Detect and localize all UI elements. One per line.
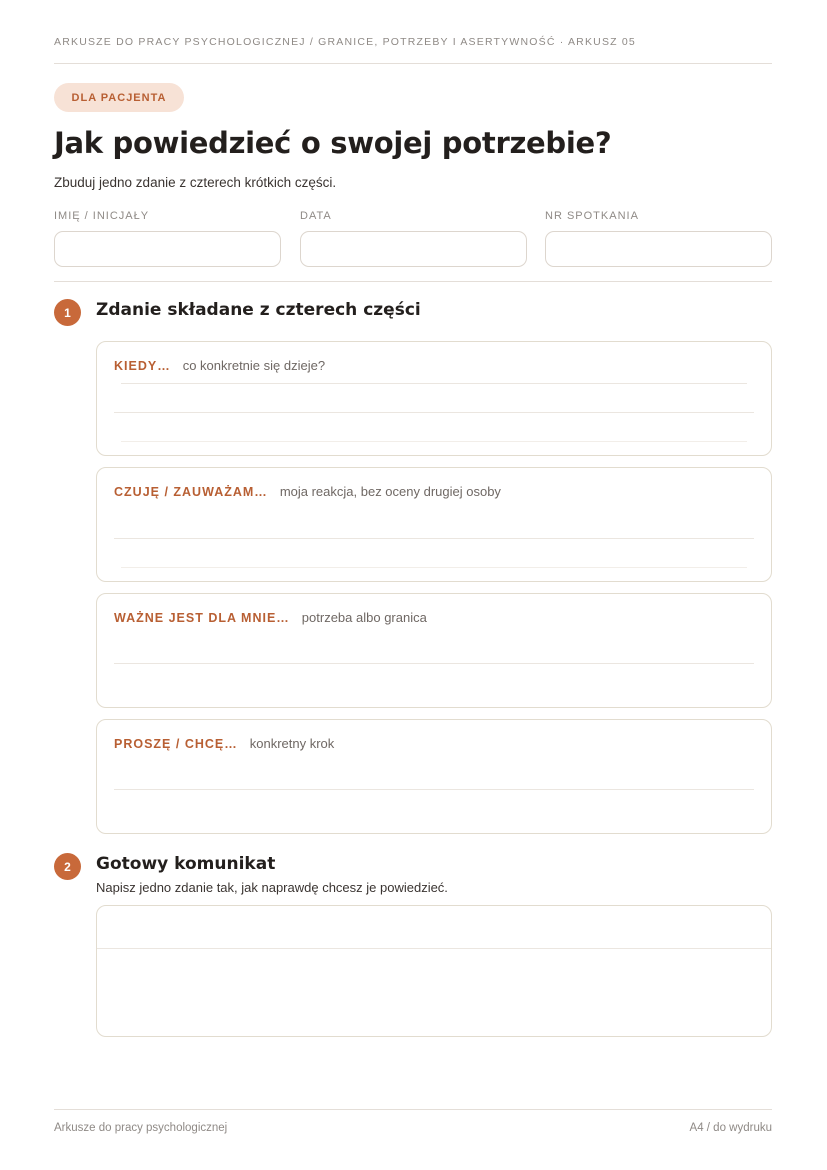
session-number-field[interactable]	[545, 231, 772, 267]
header-breadcrumb: ARKUSZE DO PRACY PSYCHOLOGICZNEJ / GRANICE, POTRZEBY I ASERTYWNOŚĆ · ARKUSZ 05	[54, 36, 636, 48]
writing-line	[121, 567, 747, 568]
part-when-box[interactable]	[96, 341, 772, 456]
footer-right: A4 / do wydruku	[689, 1122, 772, 1134]
writing-line	[114, 538, 754, 539]
part-request-label: PROSZĘ / CHCĘ…	[114, 737, 238, 751]
date-field[interactable]	[300, 231, 527, 267]
page-title: Jak powiedzieć o swojej potrzebie?	[54, 126, 612, 160]
part-feel-hint: moja reakcja, bez oceny drugiej osoby	[279, 484, 501, 499]
section-2-subtitle: Napisz jedno zdanie tak, jak naprawdę chcesz je powiedzieć.	[96, 880, 448, 895]
part-when-hint: co konkretnie się dzieje?	[182, 358, 326, 373]
part-feel-box[interactable]	[96, 467, 772, 582]
session-number-field-label: NR SPOTKANIA	[545, 210, 639, 222]
section-2-title: Gotowy komunikat	[96, 854, 276, 874]
name-field-label: IMIĘ / INICJAŁY	[54, 210, 150, 222]
part-feel-label: CZUJĘ / ZAUWAŻAM…	[114, 485, 268, 499]
final-message-box[interactable]	[96, 905, 772, 1037]
writing-line	[114, 412, 754, 413]
footer-divider	[54, 1109, 772, 1110]
part-important-box[interactable]	[96, 593, 772, 708]
part-request-box[interactable]	[96, 719, 772, 834]
fields-divider	[54, 281, 772, 282]
page-subtitle: Zbuduj jedno zdanie z czterech krótkich części.	[54, 175, 337, 190]
header-divider	[54, 63, 772, 64]
audience-badge: DLA PACJENTA	[54, 83, 184, 112]
part-request-hint: konkretny krok	[249, 736, 335, 751]
date-field-label: DATA	[300, 210, 332, 222]
writing-line	[114, 663, 754, 664]
writing-line	[121, 383, 747, 384]
name-field[interactable]	[54, 231, 281, 267]
part-important-hint: potrzeba albo granica	[301, 610, 427, 625]
section-2-number: 2	[54, 853, 81, 880]
section-1-number: 1	[54, 299, 81, 326]
writing-line	[97, 948, 771, 949]
writing-line	[114, 789, 754, 790]
writing-line	[121, 441, 747, 442]
part-important-label: WAŻNE JEST DLA MNIE…	[114, 611, 290, 625]
part-when-label: KIEDY…	[114, 359, 171, 373]
footer-left: Arkusze do pracy psychologicznej	[54, 1122, 228, 1134]
section-1-title: Zdanie składane z czterech części	[96, 300, 421, 320]
